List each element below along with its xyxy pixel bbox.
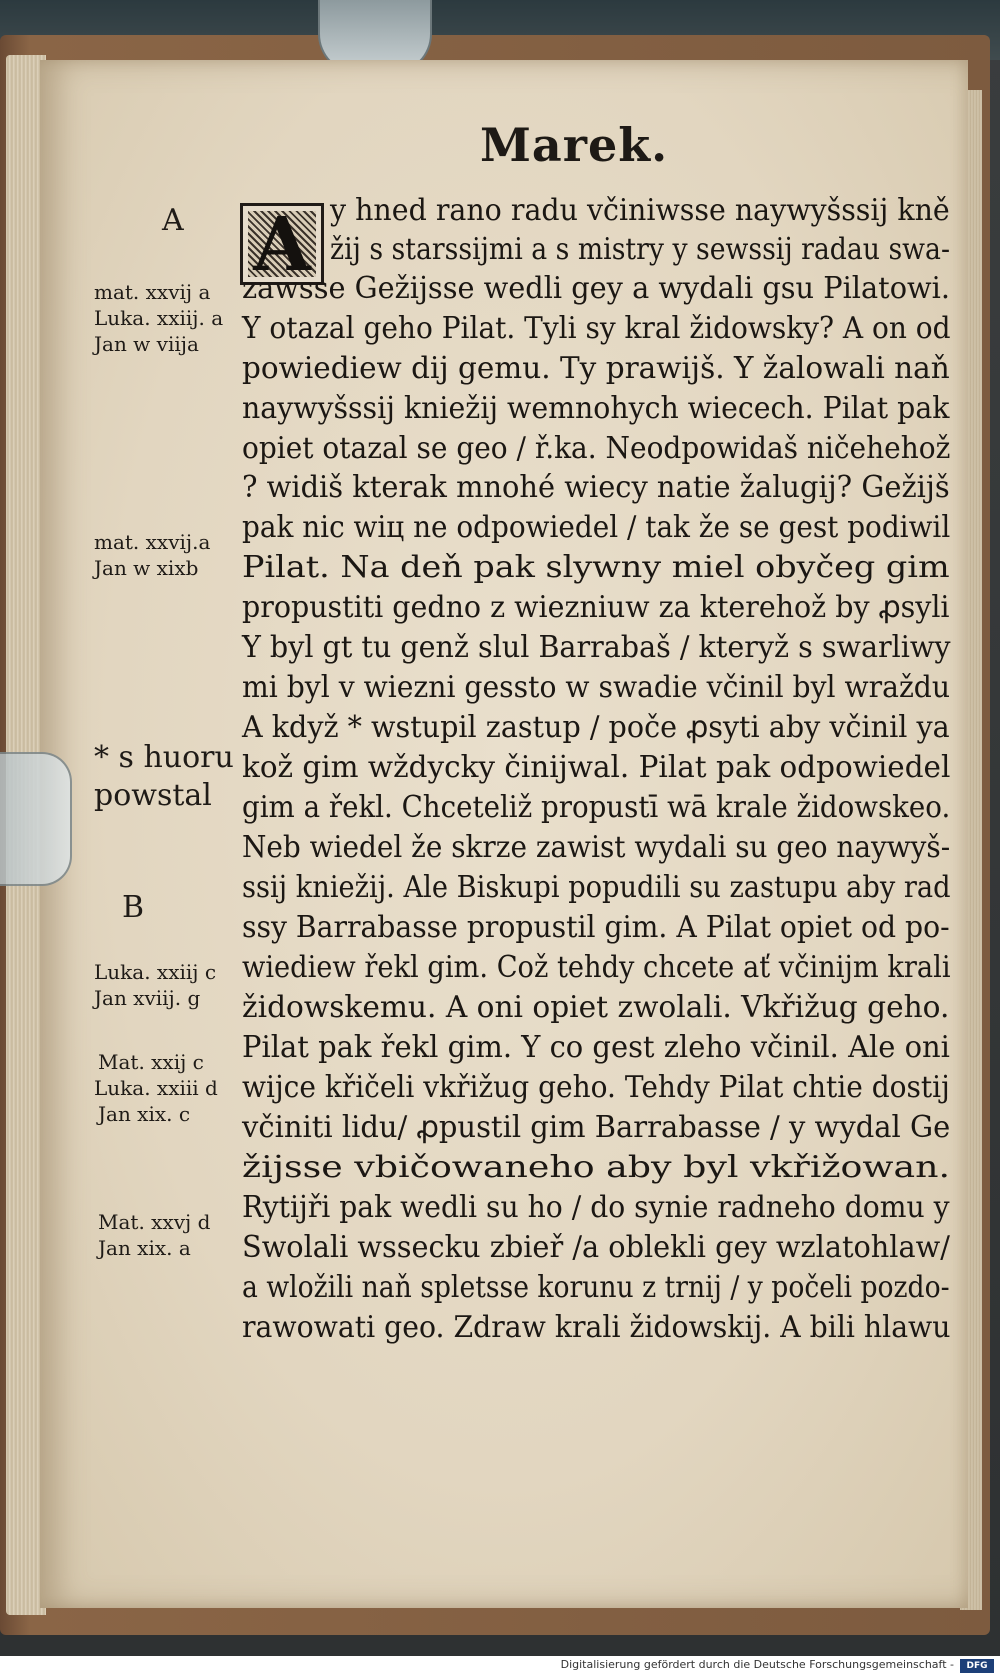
margin-reference: mat. xxvij.a <box>94 530 211 554</box>
text-line: žijsse vbičowaneho aby byl vkřižowan. <box>242 1150 951 1185</box>
text-line: opiet otazal se geo / ř.ka. Neodpowidaš ničehehož <box>242 431 951 466</box>
footer-credit: Digitalisierung gefördert durch die Deutsche Forschungsgemeinschaft - <box>560 1658 954 1671</box>
margin-reference: Jan xviij. g <box>94 986 201 1010</box>
text-line: židowskemu. A oni opiet zwolali. Vkřižug geho. <box>242 990 950 1025</box>
text-line: včiniti lidu/ ꝓpustil gim Barrabasse / y wydal Ge <box>242 1110 951 1145</box>
text-line: Pilat. Na deň pak slywny miel obyčeg gim <box>242 550 950 585</box>
text-line: Pilat pak řekl gim. Y co gest zleho včinil. Ale oni <box>242 1030 950 1065</box>
text-line: pak nic wiц ne odpowiedel / tak že se gest podiwil <box>242 510 951 545</box>
section-marker-a: A <box>162 203 184 238</box>
text-line: wijce křičeli vkřižug geho. Tehdy Pilat chtie dostij <box>242 1070 950 1105</box>
text-line: Y otazal geho Pilat. Tyli sy kral židowsky? A on od <box>242 311 951 346</box>
text-line: žij s starssijmi a s mistry y sewssij radau swa- <box>330 232 950 267</box>
text-line: Y byl gt tu genž slul Barrabaš / kteryž s swarliwy <box>242 630 951 665</box>
margin-gloss: * s huoru <box>94 740 234 775</box>
text-line: zawsse Gežijsse wedli gey a wydali gsu Pilatowi. <box>242 271 951 306</box>
margin-gloss: powstal <box>94 778 212 813</box>
section-marker-b: B <box>122 890 145 925</box>
text-line: Rytijři pak wedli su ho / do synie radneho domu y <box>242 1190 950 1225</box>
book-clip-side <box>0 752 72 886</box>
margin-reference: Jan xix. c <box>98 1102 191 1126</box>
text-line: rawowati geo. Zdraw krali židowskij. A bili hlawu <box>242 1310 951 1345</box>
text-line: kož gim wždycky činijwal. Pilat pak odpowiedel <box>242 750 951 785</box>
margin-reference: mat. xxvij a <box>94 280 211 304</box>
text-line: mi byl v wiezni gessto w swadie včinil byl wraždu <box>242 670 951 705</box>
text-line: naywyšssij kniežij wemnohych wiecech. Pilat pak <box>242 391 950 426</box>
margin-reference: Luka. xxiij. a <box>94 306 224 330</box>
text-line: a wložili naň spletsse korunu z trnij / y počeli pozdo- <box>242 1270 950 1305</box>
footer-bar <box>0 1656 1000 1676</box>
text-line: ? widiš kterak mnohé wiecy natie žalugij? Gežijš <box>242 470 950 505</box>
text-line: gim a řekl. Chceteliž propustī wā krale židowskeo. <box>242 790 951 825</box>
margin-reference: Luka. xxiii d <box>94 1076 218 1100</box>
text-line: Swolali wssecku zbieř /a oblekli gey wzlatohlaw/ <box>242 1230 950 1265</box>
margin-reference: Mat. xxij c <box>98 1050 204 1074</box>
margin-reference: Jan w viija <box>94 332 199 356</box>
text-line: ssij kniežij. Ale Biskupi popudili su zastupu aby rad <box>242 870 951 905</box>
text-line: wiediew řekl gim. Což tehdy chcete ať včinijm krali <box>242 950 951 985</box>
margin-reference: Jan w xixb <box>94 556 199 580</box>
text-line: ssy Barrabasse propustil gim. A Pilat opiet od po- <box>242 910 950 945</box>
text-line: A když * wstupil zastup / poče ꝓsyti aby včinil ya <box>242 710 950 745</box>
text-line: propustiti gedno z wiezniuw za kterehož by ꝓsyli <box>242 590 950 625</box>
dfg-logo[interactable]: DFG <box>960 1659 994 1673</box>
drop-cap-letter: A <box>253 202 311 288</box>
margin-reference: Jan xix. a <box>98 1236 191 1260</box>
running-header: Marek. <box>480 118 669 172</box>
text-line: y hned rano radu včiniwsse naywyšssij kně <box>330 193 950 228</box>
text-line: powiediew dij gemu. Ty prawijš. Y žalowali naň <box>242 351 950 386</box>
margin-reference: Mat. xxvj d <box>98 1210 211 1234</box>
margin-reference: Luka. xxiij c <box>94 960 217 984</box>
text-line: Neb wiedel že skrze zawist wydali su geo naywyš- <box>242 830 951 865</box>
